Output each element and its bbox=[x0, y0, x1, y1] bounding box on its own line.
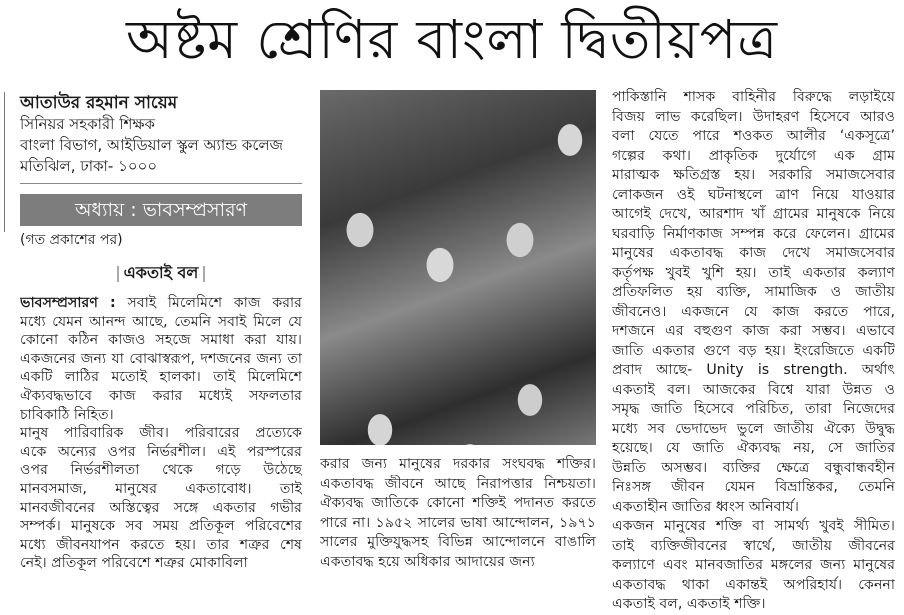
text-line: গল্পের কথা। প্রাকৃতিক দুর্যোগে এক গ্রাম bbox=[612, 147, 895, 164]
text-line: একতাহীন জাতির ধ্বংস অনিবার্য। bbox=[612, 498, 799, 515]
text-line: মানবসমাজ, মানুষের একতাবোধ। তাই bbox=[20, 480, 302, 497]
middle-column bbox=[320, 455, 596, 572]
text-line: কর্তৃপক্ষ খুবই খুশি হয়। তাই একতার কল্যাণ bbox=[612, 264, 895, 281]
text-line: ঐক্যবদ্ধ জাতিকে কোনো শক্তিই পদানত করতে bbox=[320, 495, 596, 511]
text-line: একে অন্যের ওপর নির্ভরশীল। এই পরস্পরের bbox=[20, 443, 302, 460]
text-line: ঐক্যবদ্ধভাবে কাজ করার মধ্যেই সফলতার bbox=[20, 387, 302, 404]
title-bar-left bbox=[117, 266, 119, 282]
text-line: বিজয় লাভ করেছিল। উদাহরণ হিসেবে আরও bbox=[612, 108, 895, 125]
text-line: বলা যেতে পারে শওকত আলীর ‘একসূত্রে’ bbox=[612, 128, 895, 144]
text-line: একজন মানুষের শক্তি বা সামর্থ্য খুবই সীমিত। bbox=[612, 518, 895, 534]
chapter-heading: অধ্যায় : ভাবসম্প্রসারণ bbox=[20, 194, 302, 226]
continued-note: (গত প্রকাশের পর) bbox=[20, 232, 123, 248]
text-line: কোনো কঠিন কাজও সহজে সমাধা করা যায়। bbox=[20, 332, 302, 349]
text-line: নিঃসঙ্গ জীবন যেমন বিভ্রান্তিকর, তেমনি bbox=[612, 479, 895, 495]
text-line: প্রতিফলিত হয় ব্যক্তি, সামাজিক ও জাতীয় bbox=[612, 284, 895, 300]
right-column bbox=[612, 88, 895, 615]
text-line: সম্পর্ক। মানুষকে সব সময় প্রতিকূল পরিবেশের bbox=[20, 518, 302, 535]
middle-body-text bbox=[320, 455, 596, 572]
divider bbox=[20, 183, 302, 184]
author-designation: সিনিয়র সহকারী শিক্ষক bbox=[20, 115, 156, 133]
author-department: বাংলা বিভাগ, আইডিয়াল স্কুল অ্যান্ড কলেজ bbox=[20, 136, 284, 154]
page-title: অষ্টম শ্রেণির বাংলা দ্বিতীয়পত্র bbox=[125, 8, 779, 71]
text-line: একতাই বল, একতাই শক্তি। bbox=[612, 596, 766, 612]
text-line: করার জন্য মানুষের দরকার সংঘবদ্ধ শক্তির। bbox=[320, 456, 596, 472]
section-title-text: একতাই বল bbox=[123, 263, 199, 282]
text-line: লোকজন ওই ঘটনাস্থলে ত্রাণ নিয়ে যাওয়ার bbox=[612, 186, 895, 203]
text-line: মানুষ পারিবারিক জীব। পরিবারের প্রত্যেকে bbox=[20, 425, 302, 442]
text-line: মানুষের একতাবদ্ধ কাজ দেখে সমাজসেবার bbox=[612, 245, 895, 261]
text-line: দশজনে এর বহুগুণ কাজ করা সম্ভব। এভাবে bbox=[612, 323, 895, 339]
text-line: তাই ব্যক্তিজীবনের স্বার্থে, জাতীয় জীবনের bbox=[612, 537, 895, 554]
text-line: আগেই দেখে, আরশাদ খাঁ গ্রামের মানুষকে নিয়ে bbox=[612, 206, 895, 222]
text-line: একতাবদ্ধ হয়ে অধিকার আদায়ের জন্য bbox=[320, 553, 535, 570]
text-line: একটি লাঠির মতোই হালকা। তাই মিলেমিশে bbox=[20, 369, 302, 386]
text-line: জীবনেও। একজনে যে কাজ করতে পারে, bbox=[612, 303, 895, 320]
text-line: চাবিকাঠি নিহিত। bbox=[20, 406, 114, 423]
text-line: একতাবদ্ধ জীবনে আছে নিরাপত্তার নিশ্চয়তা। bbox=[320, 475, 596, 492]
title-bar-right bbox=[203, 266, 205, 282]
page-border bbox=[4, 92, 5, 232]
text-line: কল্যাণে এবং মানবজাতির মঙ্গলের জন্য মানুষের bbox=[612, 557, 895, 573]
text-line: মধ্যে জীবনযাপন করতে হয়। তার শত্রুর শেষ bbox=[20, 536, 302, 553]
text-line: মধ্যে যেমন আনন্দ আছে, তেমনি সবাই মিলে যে bbox=[20, 313, 302, 330]
text-line: একতাই বল। আজকের বিশ্বে যারা উন্নত ও bbox=[612, 381, 895, 398]
text-line: হয়েছে। যে জাতি ঐক্যবদ্ধ নয়, সে জাতির bbox=[612, 440, 895, 456]
author-name: আতাউর রহমান সায়েম bbox=[20, 93, 178, 113]
text-line: মধ্যে সব ভেদাভেদ ভুলে জাতীয় ঐক্যে উদ্বুদ্ধ bbox=[612, 420, 895, 437]
text-line: সালের মুক্তিযুদ্ধসহ বিভিন্ন আন্দোলনে বাঙালি bbox=[320, 534, 596, 550]
text-line: ঘরবাড়ি নির্মাণকাজ সম্পন্ন করে ফেলেন। গ্রামের bbox=[612, 225, 895, 242]
text-line: পাকিস্তানি শাসক বাহিনীর বিরুদ্ধে লড়াইয়ে bbox=[612, 89, 895, 105]
students-celebrating-photo bbox=[320, 90, 596, 445]
text-line: নেই। প্রতিকূল পরিবেশে শত্রুর মোকাবিলা bbox=[20, 555, 248, 572]
lead-label: ভাবসম্প্রসারণ : bbox=[20, 295, 116, 311]
text-line: মানবজীবনের অস্তিত্বের সঙ্গে একতার গভীর bbox=[20, 499, 302, 516]
left-column bbox=[20, 92, 302, 573]
text-line: উন্নতি অসম্ভব। ব্যক্তির ক্ষেত্রে বন্ধুবান্ধবহীন bbox=[612, 459, 895, 476]
section-title bbox=[20, 262, 302, 284]
left-body-text bbox=[20, 294, 302, 573]
text-line: প্রবাদ আছে- Unity is strength. অর্থাৎ bbox=[612, 362, 895, 378]
author-address: মতিঝিল, ঢাকা- ১০০০ bbox=[20, 157, 158, 175]
text-line: জাতি একতার গুণে বড় হয়। ইংরেজিতে একটি bbox=[612, 342, 895, 359]
text-line: ওপর নির্ভরশীলতা থেকে গড়ে উঠেছে bbox=[20, 462, 302, 479]
line-text: সবাই মিলেমিশে কাজ করার bbox=[115, 295, 302, 311]
text-line bbox=[20, 294, 302, 313]
text-line: একজনের জন্য যা বোঝাস্বরূপ, দশজনের জন্য তা bbox=[20, 350, 302, 367]
right-body-text bbox=[612, 88, 895, 615]
text-line: পারে না। ১৯৫২ সালের ভাষা আন্দোলন, ১৯৭১ bbox=[320, 514, 596, 531]
text-line: সমৃদ্ধ জাতি হিসেবে পরিচিত, তারা নিজেদের bbox=[612, 401, 895, 417]
text-line: মারাত্মক ক্ষতিগ্রস্ত হয়। সরকারি সমাজসেবার bbox=[612, 167, 895, 183]
text-line: একতাবদ্ধ থাকা একান্তই অপরিহার্য। কেননা bbox=[612, 576, 895, 593]
